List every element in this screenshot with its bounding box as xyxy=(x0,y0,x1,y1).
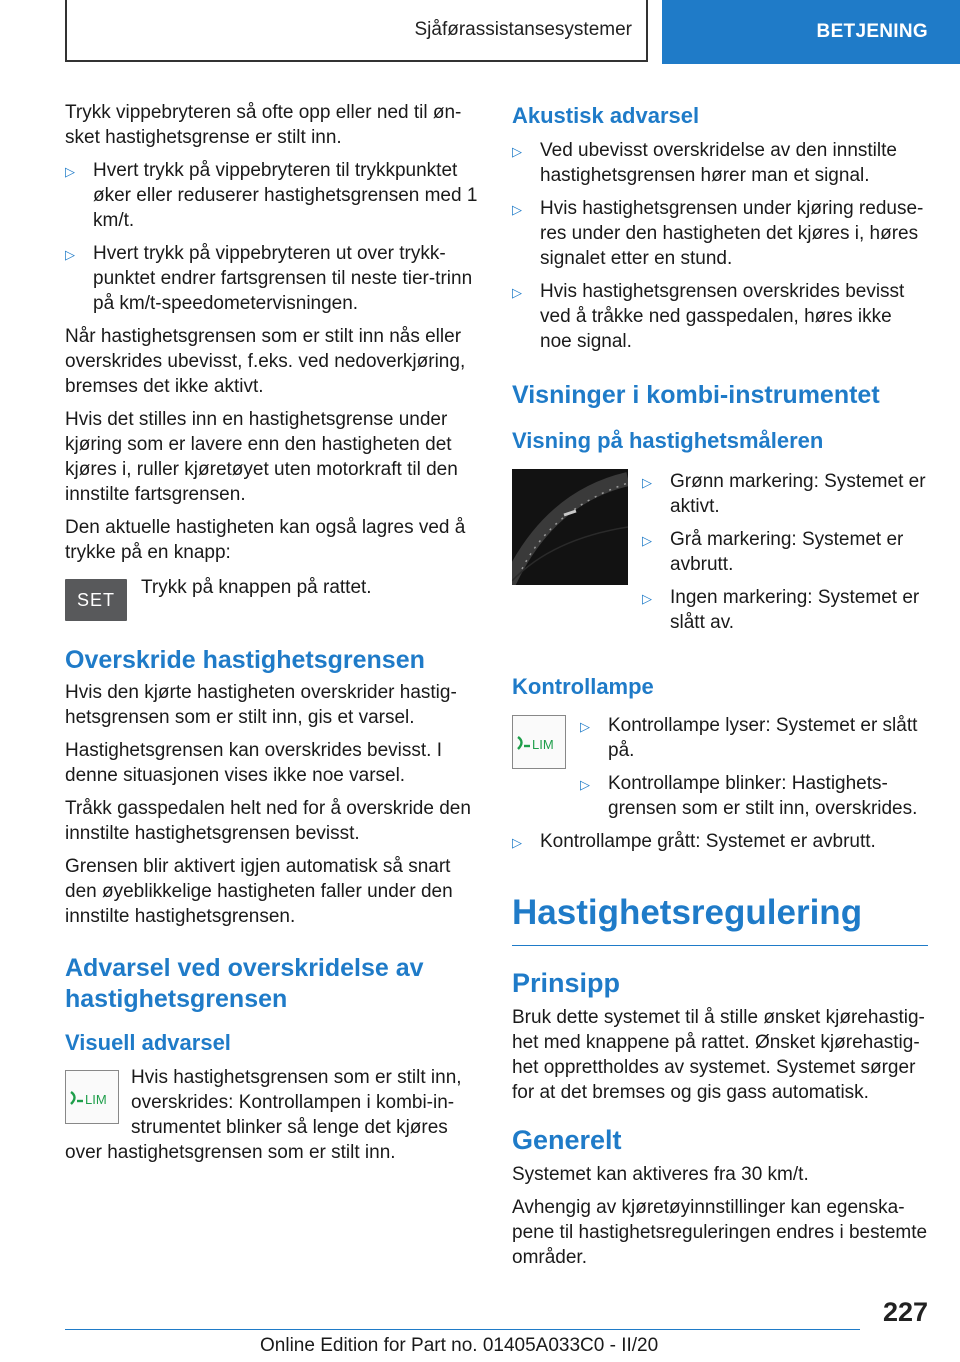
triangle-bullet-icon: ▷ xyxy=(512,144,522,159)
heading-visning-hastighetsmaler: Visning på hastighetsmåleren xyxy=(512,428,824,453)
bullet-text: Ingen markering: Systemet er slått av. xyxy=(670,587,920,633)
set-button-row xyxy=(65,575,480,621)
bullet-item xyxy=(642,469,928,519)
bullet-text: Hvis hastighetsgrensen overskrides bevisst ved å tråkke ned gasspedalen, høres ikke noe signal. xyxy=(540,281,905,352)
paragraph: Hastighetsgrensen kan overskrides bevisst. I denne situasjonen vises ikke noe varsel. xyxy=(65,740,443,786)
lim-label: LIM xyxy=(85,1092,107,1107)
kontrollampe-bullets xyxy=(580,713,928,829)
bullet-text: Kontrollampe grått: Systemet er avbrutt. xyxy=(540,831,876,852)
heading-akustisk: Akustisk advarsel xyxy=(512,103,700,128)
bullet-item xyxy=(642,585,928,635)
paragraph: Hvis hastighetsgrensen som er stilt inn, overskrides: Kontrollampen i kombi-instrumentet blinker så lenge det kjøres over hastighetsgrensen som er stilt inn. xyxy=(65,1067,462,1163)
kontrollampe-block xyxy=(512,713,928,829)
visual-warning-block xyxy=(65,1065,480,1165)
triangle-bullet-icon: ▷ xyxy=(642,475,652,490)
triangle-bullet-icon: ▷ xyxy=(642,533,652,548)
paragraph: Trykk på knappen på rattet. xyxy=(141,577,372,598)
triangle-bullet-icon: ▷ xyxy=(512,835,522,850)
paragraph: Grensen blir aktivert igjen automatisk så snart den øyeblikkelige hastigheten faller under den innstilte hastighetsgrensen. xyxy=(65,856,453,927)
bullet-text: Hvis hastighetsgrensen under kjøring reduseres under den hastigheten det kjøres i, høres signalet etter en stund. xyxy=(540,198,924,269)
paragraph: Den aktuelle hastigheten kan også lagres ved å trykke på en knapp: xyxy=(65,517,466,563)
heading-hastighetsregulering: Hastighetsregulering xyxy=(512,891,928,946)
bullet-text: Kontrollampe blinker: Hastighetsgrensen som er stilt inn, overskrides. xyxy=(608,773,918,819)
heading-generelt: Generelt xyxy=(512,1125,622,1155)
set-button-icon xyxy=(65,579,127,621)
right-column xyxy=(512,100,928,1278)
triangle-bullet-icon: ▷ xyxy=(580,719,590,734)
paragraph: Avhengig av kjøretøyinnstillinger kan egenskapene til hastighetsreguleringen endres i bestemte områder. xyxy=(512,1197,928,1268)
header-section-box xyxy=(65,0,648,62)
lim-label: LIM xyxy=(532,737,554,752)
heading-advarsel: Advarsel ved overskridelse av hastighetsgrensen xyxy=(65,954,424,1013)
bullet-text: Hvert trykk på vippebryteren til trykkpunktet øker eller reduserer hastighetsgrensen med 1 km/t. xyxy=(93,160,478,231)
bullet-text: Ved ubevisst overskridelse av den innstilte hastighetsgrensen hører man et signal. xyxy=(540,140,897,186)
heading-visuell-advarsel: Visuell advarsel xyxy=(65,1030,231,1055)
footer-edition: Online Edition for Part no. 01405A033C0 - II/20 xyxy=(260,1335,659,1356)
heading-overskride: Overskride hastighetsgrensen xyxy=(65,646,425,674)
set-button-label: SET xyxy=(76,589,115,610)
header-chapter-label: BETJENING xyxy=(816,21,928,42)
paragraph: Systemet kan aktiveres fra 30 km/t. xyxy=(512,1164,809,1185)
paragraph: Trykk vippebryteren så ofte opp eller ned til ønsket hastighetsgrense er stilt inn. xyxy=(65,102,462,148)
triangle-bullet-icon: ▷ xyxy=(642,591,652,606)
paragraph: Når hastighetsgrensen som er stilt inn nås eller overskrides ubevisst, f.eks. ved nedoverkjøring, bremses det ikke aktivt. xyxy=(65,326,466,397)
paragraph: Tråkk gasspedalen helt ned for å overskride den innstilte hastighetsgrensen bevisst. xyxy=(65,798,471,844)
paragraph: Bruk dette systemet til å stille ønsket kjørehastighet med knappene på rattet. Ønsket kjørehastighet opprettholdes av systemet. Systemet sørger for at det bremses og gis gass automatisk. xyxy=(512,1007,925,1103)
lim-indicator-icon xyxy=(512,715,566,769)
bullet-item xyxy=(65,158,480,233)
bullet-item xyxy=(512,196,928,271)
bullet-item xyxy=(580,713,928,763)
bullet-item xyxy=(65,241,480,316)
bullet-item xyxy=(512,138,928,188)
bullet-text: Grønn markering: Systemet er aktivt. xyxy=(670,471,926,517)
bullet-text: Grå markering: Systemet er avbrutt. xyxy=(670,529,904,575)
heading-visninger: Visninger i kombi-instrumentet xyxy=(512,381,880,409)
footer-divider xyxy=(65,1329,860,1330)
bullet-text: Kontrollampe lyser: Systemet er slått på. xyxy=(608,715,918,761)
lim-indicator-icon xyxy=(65,1070,119,1124)
paragraph: Hvis den kjørte hastigheten overskrider hastighetsgrensen som er stilt inn, gis et varsel. xyxy=(65,682,457,728)
speedometer-bullets xyxy=(642,469,928,643)
triangle-bullet-icon: ▷ xyxy=(512,202,522,217)
page-number: 227 xyxy=(882,1297,928,1327)
paragraph: Hvis det stilles inn en hastighetsgrense under kjøring som er lavere enn den hastigheten det kjøres i, ruller kjøretøyet uten motorkraft til den innstilte fartsgrensen. xyxy=(65,409,458,505)
speedometer-block xyxy=(512,469,928,643)
left-column xyxy=(65,100,480,1173)
triangle-bullet-icon: ▷ xyxy=(65,164,75,179)
triangle-bullet-icon: ▷ xyxy=(65,247,75,262)
bullet-item xyxy=(580,771,928,821)
bullet-item xyxy=(512,279,928,354)
bullet-item xyxy=(512,829,928,855)
heading-kontrollampe: Kontrollampe xyxy=(512,674,654,699)
speedometer-image xyxy=(512,469,628,585)
header-chapter-tab[interactable] xyxy=(662,0,960,64)
bullet-item xyxy=(642,527,928,577)
heading-prinsipp: Prinsipp xyxy=(512,968,621,998)
triangle-bullet-icon: ▷ xyxy=(580,777,590,792)
bullet-text: Hvert trykk på vippebryteren ut over trykkpunktet endrer fartsgrensen til neste tier-trinn på km/t-speedometervisningen. xyxy=(93,243,473,314)
triangle-bullet-icon: ▷ xyxy=(512,285,522,300)
header-section-title: Sjåførassistansesystemer xyxy=(414,19,632,40)
